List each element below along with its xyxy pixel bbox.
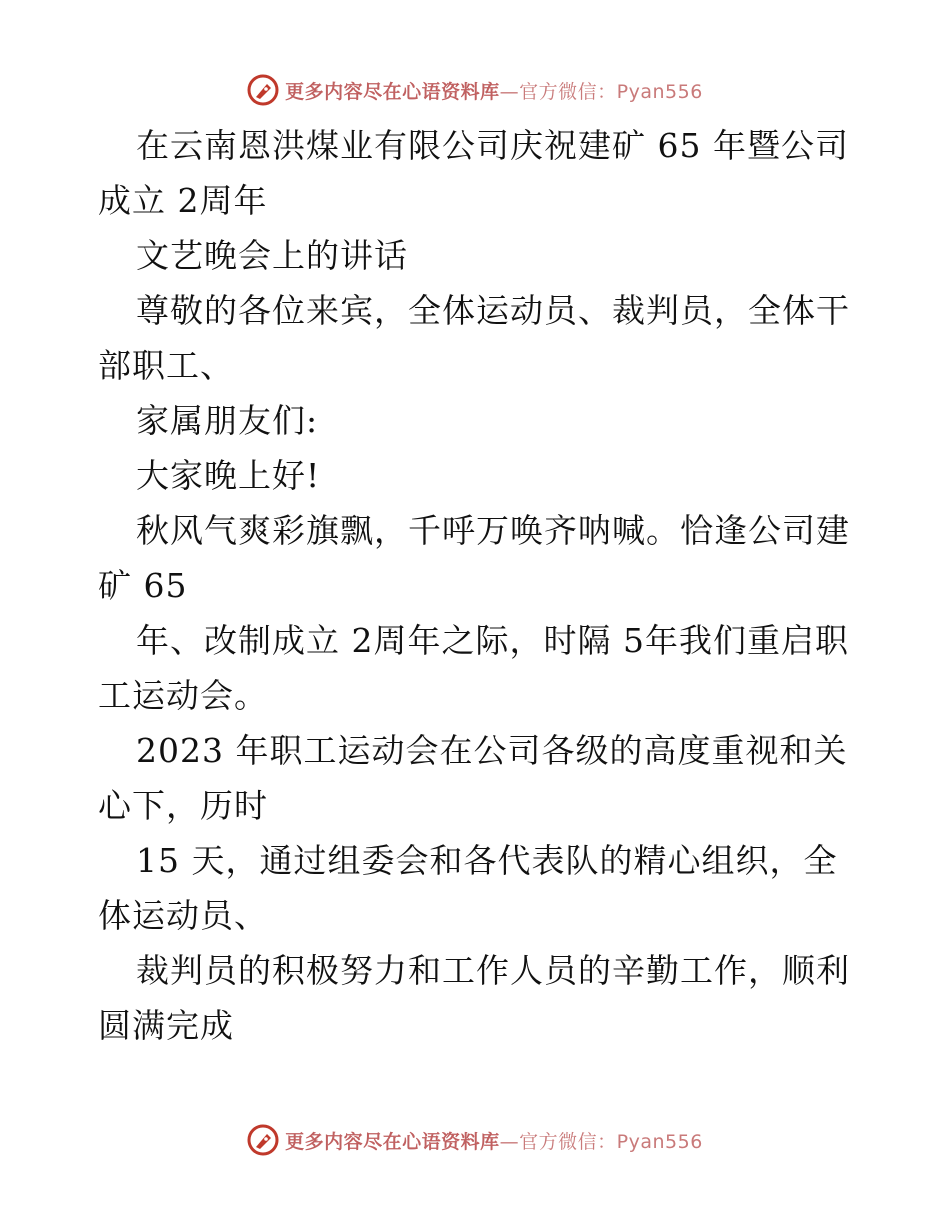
document-body [98,118,858,1053]
banner-brand: 更多内容尽在心语资料库 [285,80,500,103]
paragraph: 家属朋友们: [136,401,319,440]
paragraph: 文艺晚会上的讲话 [136,236,408,275]
pen-nib-logo-icon [247,74,279,106]
banner-contact: —官方微信：Pyan556 [499,1130,703,1153]
paragraph: 2023 年职工运动会在公司各级的高度重视和关心下，历时 [98,731,848,825]
paragraph: 年、改制成立 2周年之际，时隔 5年我们重启职工运动会。 [98,621,849,715]
footer-banner [0,1122,950,1158]
header-banner [0,72,950,108]
paragraph: 尊敬的各位来宾，全体运动员、裁判员，全体干部职工、 [98,291,850,385]
banner-text [285,1127,703,1154]
banner-text [285,77,703,104]
paragraph: 大家晚上好! [136,456,321,495]
paragraph: 15 天，通过组委会和各代表队的精心组织，全体运动员、 [98,841,838,935]
paragraph: 秋风气爽彩旗飘，千呼万唤齐呐喊。恰逢公司建矿 65 [98,511,850,605]
banner-contact: —官方微信：Pyan556 [499,80,703,103]
paragraph: 裁判员的积极努力和工作人员的辛勤工作，顺利圆满完成 [98,951,850,1045]
paragraph: 在云南恩洪煤业有限公司庆祝建矿 65 年暨公司成立 2周年 [98,126,849,220]
pen-nib-logo-icon [247,1124,279,1156]
banner-brand: 更多内容尽在心语资料库 [285,1130,500,1153]
